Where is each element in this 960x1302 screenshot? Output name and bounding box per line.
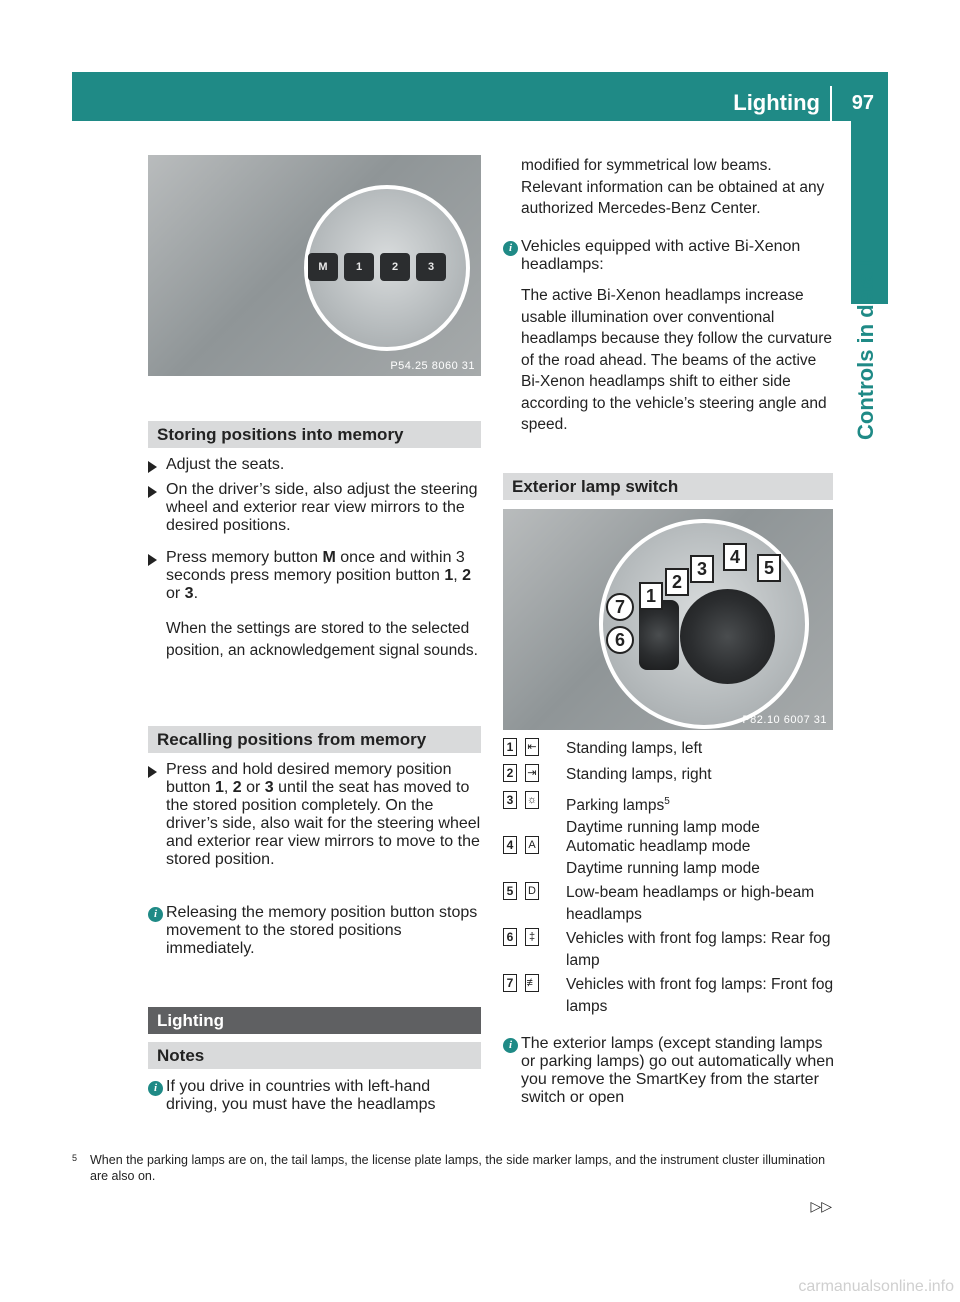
memory-key-2: 2 — [380, 253, 410, 281]
legend-text: Vehicles with front fog lamps: Front fog lamps — [566, 976, 834, 1015]
key-2: 2 — [462, 567, 472, 584]
legend-item-1 — [503, 738, 838, 762]
legend-item-2 — [503, 764, 838, 788]
fog-switch-knob — [639, 600, 679, 670]
key-2: 2 — [232, 779, 242, 796]
heading-recalling: Recalling positions from memory — [148, 726, 481, 753]
info-left-hand — [148, 1078, 483, 1114]
lamp-switch-image — [503, 509, 833, 730]
step-arrow-icon — [148, 554, 157, 566]
legend-text — [566, 836, 838, 879]
legend-item-4 — [503, 836, 838, 880]
legend-text-sub: Daytime running lamp mode — [566, 818, 760, 836]
legend-text-main: Parking lamps — [566, 797, 665, 815]
step-adjust-mirrors — [148, 481, 483, 535]
heading-exterior: Exterior lamp switch — [503, 473, 833, 500]
memory-key-row — [308, 253, 446, 281]
step-text: On the driver’s side, also adjust the steering wheel and exterior rear view mirrors to the desired positions. — [166, 481, 478, 534]
heading-notes: Notes — [148, 1042, 481, 1069]
callout-1: 1 — [639, 582, 663, 610]
header-divider — [830, 86, 832, 121]
step-arrow-icon — [148, 766, 157, 778]
legend-item-7 — [503, 974, 838, 1018]
key-1: 1 — [444, 567, 454, 584]
footnote-ref: 5 — [664, 796, 670, 807]
callout-6: 6 — [606, 626, 634, 654]
store-result-text: When the settings are stored to the selected position, an acknowledgement signal sounds. — [166, 620, 478, 659]
callout-3: 3 — [690, 555, 714, 583]
info-exterior-lamps — [503, 1035, 836, 1107]
standing-left-icon: ⇤ — [525, 738, 539, 756]
step-text: , — [453, 567, 463, 584]
footnote-text: When the parking lamps are on, the tail lamps, the license plate lamps, the side marker lamps, and the instrument cluster illumination are also on. — [90, 1153, 826, 1183]
legend-number: 3 — [503, 791, 517, 809]
legend-item-5 — [503, 882, 838, 926]
lamp-switch-knob — [680, 589, 775, 684]
section-title: Lighting — [733, 90, 820, 115]
heading-lighting: Lighting — [148, 1007, 481, 1034]
memory-key-3: 3 — [416, 253, 446, 281]
step-arrow-icon — [148, 486, 157, 498]
step-text: once and within 3 seconds press memory position button — [166, 549, 465, 584]
parking-lamp-icon: ☼ — [525, 791, 539, 809]
step-text: . — [193, 585, 199, 602]
legend-number: 5 — [503, 882, 517, 900]
rear-fog-icon: ‡ — [525, 928, 539, 946]
continued-text: modified for symmetrical low beams. Relevant information can be obtained at any authorized Mercedes-Benz Center. — [521, 157, 825, 217]
info-releasing — [148, 904, 483, 958]
heading-storing: Storing positions into memory — [148, 421, 481, 448]
footnote-mark: 5 — [72, 1153, 78, 1163]
legend-number: 1 — [503, 738, 517, 756]
info-text: The exterior lamps (except standing lamps or parking lamps) go out automatically when you remove the SmartKey from the starter switch or open — [521, 1035, 835, 1106]
key-m: M — [322, 549, 336, 566]
step-text: until the seat has moved to the stored position completely. On the driver’s side, also wait for the steering wheel and exterior rear view mirrors to move to the stored position. — [166, 779, 481, 868]
key-3: 3 — [264, 779, 274, 796]
legend-text-sub: Daytime running lamp mode — [566, 859, 760, 877]
key-1: 1 — [214, 779, 224, 796]
key-3: 3 — [184, 585, 194, 602]
legend-number: 2 — [503, 764, 517, 782]
info-text: Vehicles equipped with active Bi-Xenon headlamps: — [521, 238, 801, 273]
legend-text: Standing lamps, left — [566, 740, 703, 757]
bixenon-text: The active Bi-Xenon headlamps increase usable illumination over conventional headlamps because they follow the curvature of the road ahead. The beams of the active Bi-Xenon headlamps shift to either side according to the vehicle’s steering angle and speed. — [521, 287, 833, 433]
memory-buttons-image — [148, 155, 481, 376]
low-beam-icon: D — [525, 882, 539, 900]
step-text: or — [241, 779, 265, 796]
lamp-photo-code: P82.10 6007 31 — [742, 714, 827, 726]
legend-text: Low-beam headlamps or high-beam headlamps — [566, 884, 815, 923]
info-text: If you drive in countries with left-hand driving, you must have the headlamps — [166, 1078, 436, 1113]
legend-text — [566, 791, 838, 838]
side-label-text: Controls in detail — [853, 260, 878, 440]
auto-headlamp-icon: A — [525, 836, 539, 854]
step-text: , — [223, 779, 233, 796]
legend-number: 4 — [503, 836, 517, 854]
info-icon: i — [148, 1081, 163, 1096]
legend-text-main: Automatic headlamp mode — [566, 838, 751, 855]
memory-photo-code: P54.25 8060 31 — [390, 360, 475, 372]
step-text: Press memory button — [166, 549, 323, 566]
callout-5: 5 — [757, 554, 781, 582]
memory-key-1: 1 — [344, 253, 374, 281]
info-bixenon — [503, 238, 836, 274]
info-icon: i — [503, 1038, 518, 1053]
legend-number: 7 — [503, 974, 517, 992]
legend-text: Standing lamps, right — [566, 766, 712, 783]
page-number: 97 — [851, 92, 874, 114]
step-press-memory — [148, 549, 483, 603]
info-text: Releasing the memory position button stops movement to the stored positions immediately. — [166, 904, 478, 957]
step-text: Adjust the seats. — [166, 456, 285, 473]
legend-number: 6 — [503, 928, 517, 946]
footnote — [72, 1152, 842, 1184]
callout-7: 7 — [606, 593, 634, 621]
callout-4: 4 — [723, 543, 747, 571]
step-adjust-seats — [148, 456, 483, 474]
step-text: or — [166, 585, 185, 602]
continue-icon: ▷▷ — [810, 1198, 832, 1214]
info-icon: i — [148, 907, 163, 922]
standing-right-icon: ⇥ — [525, 764, 539, 782]
callout-2: 2 — [665, 568, 689, 596]
step-text: Press and hold desired memory position button — [166, 761, 452, 796]
info-icon: i — [503, 241, 518, 256]
memory-key-m: M — [308, 253, 338, 281]
header-bar — [72, 72, 888, 121]
step-arrow-icon — [148, 461, 157, 473]
legend-item-3 — [503, 791, 838, 835]
legend-text: Vehicles with front fog lamps: Rear fog lamp — [566, 930, 831, 969]
watermark: carmanualsonline.info — [798, 1278, 954, 1295]
step-recall — [148, 761, 483, 869]
legend-item-6 — [503, 928, 838, 972]
front-fog-icon: ≢ — [525, 974, 539, 992]
